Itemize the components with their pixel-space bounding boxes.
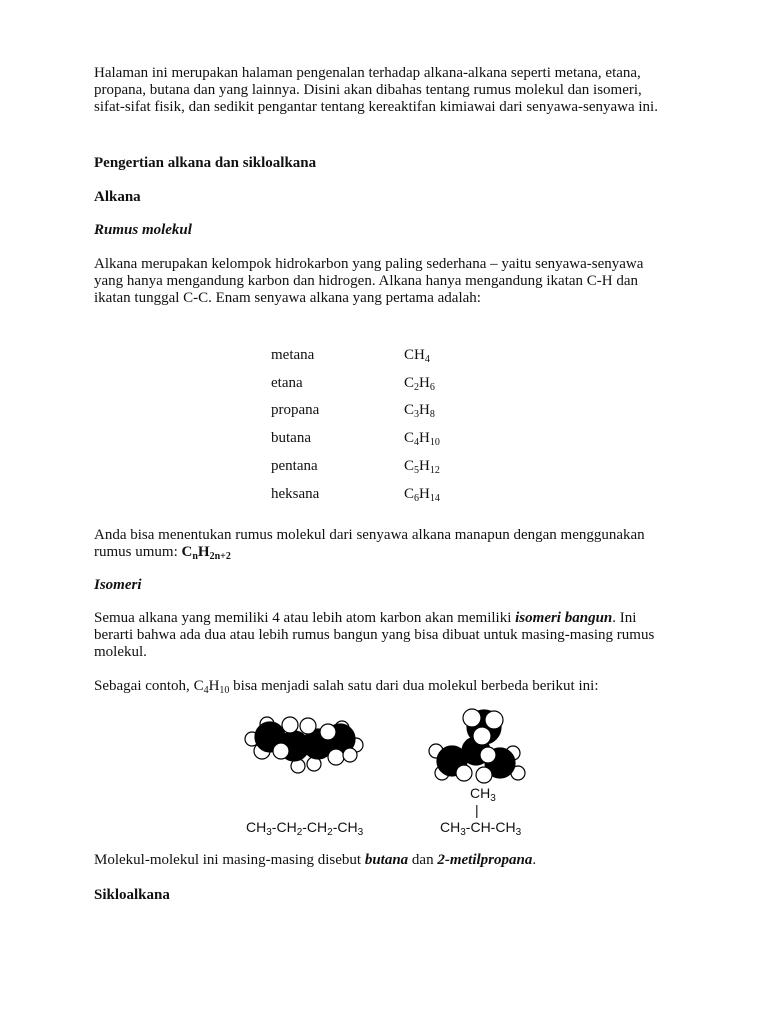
alkane-formula: $C_2H_6$ <box>404 375 435 393</box>
alkana-line-3: ikatan tunggal C-C. Enam senyawa alkana yang pertama adalah: <box>94 290 481 306</box>
isomeri-line-3: molekul. <box>94 644 147 660</box>
alkane-formula: $CH_4$ <box>404 347 430 365</box>
metilpropana-term: 2-metilpropana <box>437 852 533 868</box>
alkane-name: heksana <box>271 486 320 502</box>
alkane-name: propana <box>271 402 320 418</box>
main-chain: $CH_3-CH-CH_3$ <box>440 819 522 838</box>
butana-term: butana <box>364 852 409 868</box>
alkane-name: butana <box>271 430 311 446</box>
intro-line-1: Halaman ini merupakan halaman pengenalan terhadap alkana-alkana seperti metana, etana, <box>94 65 641 81</box>
methyl-branch: $CH_3$ <box>470 785 496 804</box>
alkana-line-2: yang hanya mengandung karbon dan hidrogen. Alkana hanya mengandung ikatan C-H dan <box>94 273 639 289</box>
isomeri-line-2: berarti bahwa ada dua atau lebih rumus bangun yang bisa dibuat untuk masing-masing rumus <box>94 627 655 643</box>
alkane-name: metana <box>271 347 315 363</box>
general-formula-line-2: rumus umum: $C_nH_{2n+2}$ <box>94 544 231 562</box>
alkane-formula: $C_3H_8$ <box>404 402 435 420</box>
butana-molecule-image <box>238 710 368 790</box>
naming-line: Molekul-molekul ini masing-masing disebut butana dan 2-metilpropana. <box>94 852 537 868</box>
heading-pengertian: Pengertian alkana dan sikloalkana <box>94 155 317 171</box>
intro-line-3: sifat-sifat fisik, dan sedikit pengantar tentang kereaktifan kimiawai dari senyawa-senyawa ini. <box>94 99 658 115</box>
heading-alkana: Alkana <box>94 189 141 205</box>
example-line: Sebagai contoh, $C_4H_{10}$ bisa menjadi salah satu dari dua molekul berbeda berikut ini: <box>94 678 599 696</box>
alkane-name: pentana <box>271 458 318 474</box>
heading-sikloalkana: Sikloalkana <box>94 887 170 903</box>
isomeri-bangun-term: isomeri bangun <box>515 610 613 626</box>
butana-structural-formula: $CH_3-CH_2-CH_2-CH_3$ <box>246 819 364 838</box>
general-formula: $C_nH_{2n+2}$ <box>181 544 231 562</box>
metilpropana-molecule-image <box>428 705 528 790</box>
isomeri-line-1: Semua alkana yang memiliki 4 atau lebih atom karbon akan memiliki isomeri bangun. Ini <box>94 610 637 626</box>
intro-line-2: propana, butana dan yang lainnya. Disini akan dibahas tentang rumus molekul dan isomeri, <box>94 82 642 98</box>
heading-rumus-molekul: Rumus molekul <box>94 222 192 238</box>
alkane-formula: $C_5H_{12}$ <box>404 458 440 476</box>
alkane-name: etana <box>271 375 303 391</box>
branch-bond: | <box>475 802 479 818</box>
heading-isomeri: Isomeri <box>94 577 142 593</box>
general-formula-line-1: Anda bisa menentukan rumus molekul dari senyawa alkana manapun dengan menggunakan <box>94 527 645 543</box>
alkane-formula: $C_6H_{14}$ <box>404 486 440 504</box>
alkana-line-1: Alkana merupakan kelompok hidrokarbon yang paling sederhana – yaitu senyawa-senyawa <box>94 256 644 272</box>
alkane-formula: $C_4H_{10}$ <box>404 430 440 448</box>
